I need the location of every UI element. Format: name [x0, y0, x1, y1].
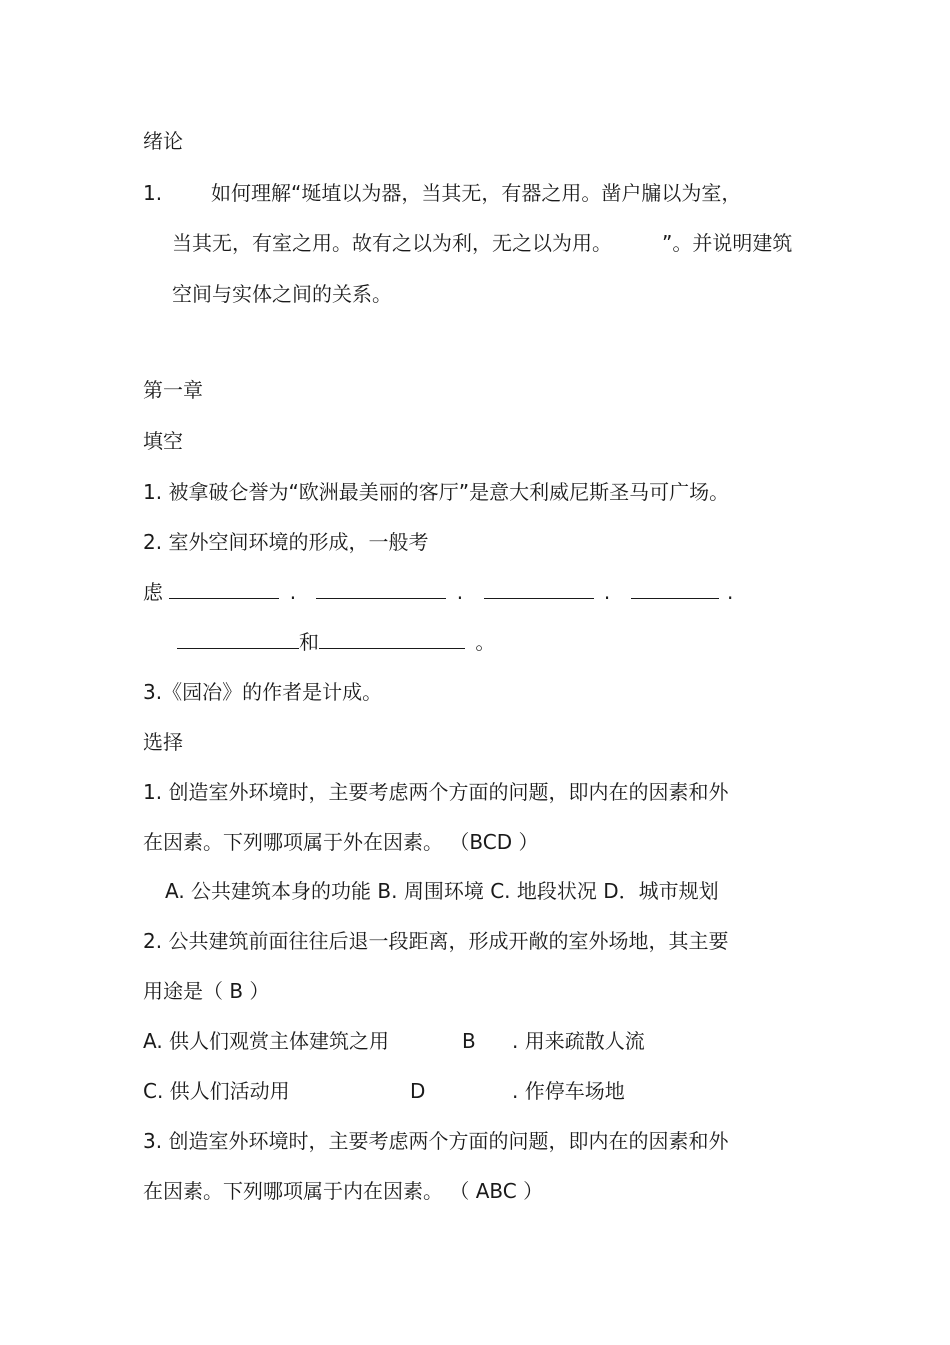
fill-and: 和	[299, 630, 319, 654]
choice-q2-option-b-text: . 用来疏散人流	[512, 1029, 645, 1053]
choice-q3-line2: 在因素。下列哪项属于内在因素。 （ ABC ）	[143, 1179, 544, 1203]
intro-heading: 绪论	[143, 129, 183, 153]
intro-q1-line1: 如何理解“埏埴以为器，当其无，有器之用。凿户牖以为室，	[211, 181, 742, 205]
fill-heading: 填空	[143, 429, 183, 453]
choice-q2-option-b-letter: B	[462, 1029, 476, 1053]
intro-q1-line2a: 当其无，有室之用。故有之以为利，无之以为用。	[172, 231, 612, 255]
fill-q1: 1. 被拿破仑誉为“欧洲最美丽的客厅”是意大利威尼斯圣马可广场。	[143, 480, 730, 504]
choice-q1-line2: 在因素。下列哪项属于外在因素。 （BCD ）	[143, 830, 539, 854]
fill-sep-2: .	[456, 580, 464, 604]
fill-q2-line1: 2. 室外空间环境的形成，一般考	[143, 530, 429, 554]
chapter1-heading: 第一章	[143, 378, 203, 402]
fill-q3: 3.《园冶》的作者是计成。	[143, 680, 383, 704]
intro-q1-line3: 空间与实体之间的关系。	[172, 282, 392, 306]
fill-q2-line3	[177, 629, 495, 655]
choice-q2-option-d-letter: D	[410, 1079, 426, 1103]
fill-sep-4: .	[726, 580, 734, 604]
choice-q2-option-d-text: . 作停车场地	[512, 1079, 625, 1103]
choice-heading: 选择	[143, 730, 183, 754]
choice-q2-line1: 2. 公共建筑前面往往后退一段距离，形成开敞的室外场地，其主要	[143, 929, 729, 953]
fill-sep-3: .	[603, 580, 611, 604]
choice-q1-options: A. 公共建筑本身的功能 B. 周围环境 C. 地段状况 D．城市规划	[165, 879, 719, 903]
choice-q3-line1: 3. 创造室外环境时，主要考虑两个方面的问题，即内在的因素和外	[143, 1129, 729, 1153]
fill-blank-1	[169, 580, 279, 599]
fill-blank-2	[316, 580, 446, 599]
fill-sep-1: .	[289, 580, 297, 604]
intro-q1-number: 1.	[143, 181, 163, 205]
choice-q2-line2: 用途是（ B ）	[143, 979, 270, 1003]
fill-end: 。	[475, 630, 496, 654]
fill-blank-5	[177, 630, 299, 649]
choice-q2-option-c: C. 供人们活动用	[143, 1079, 290, 1103]
intro-q1-line2b: ”。并说明建筑	[662, 231, 793, 255]
choice-q2-option-a: A. 供人们观赏主体建筑之用	[143, 1029, 390, 1053]
fill-q2-prefix: 虑	[143, 580, 163, 604]
choice-q1-line1: 1. 创造室外环境时，主要考虑两个方面的问题，即内在的因素和外	[143, 780, 729, 804]
fill-blank-6	[319, 630, 465, 649]
fill-blank-3	[484, 580, 594, 599]
fill-q2-line2	[143, 579, 733, 605]
fill-blank-4	[631, 580, 719, 599]
